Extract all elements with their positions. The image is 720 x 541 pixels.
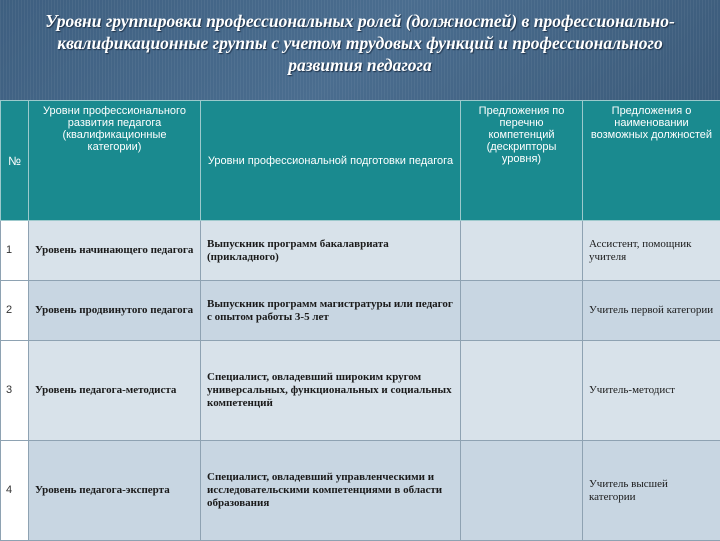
slide-title: Уровни группировки профессиональных ролей (должностей) в профессионально-квалификационные группы с учетом трудовых функций и профессионального развития педагога <box>20 10 700 76</box>
row-training: Выпускник программ бакалавриата (прикладного) <box>201 221 461 281</box>
row-training: Специалист, овладевший управленческими и исследовательскими компетенциями в области образования <box>201 441 461 541</box>
row-level: Уровень педагога-эксперта <box>29 441 201 541</box>
row-level: Уровень продвинутого педагога <box>29 281 201 341</box>
header-training-level: Уровни профессиональной подготовки педагога <box>201 101 461 221</box>
table-row <box>1 441 720 541</box>
row-number: 3 <box>1 341 29 441</box>
table-row <box>1 281 720 341</box>
row-training: Выпускник программ магистратуры или педагог с опытом работы 3-5 лет <box>201 281 461 341</box>
row-positions: Учитель высшей категории <box>583 441 720 541</box>
row-competences <box>461 341 583 441</box>
row-positions: Ассистент, помощник учителя <box>583 221 720 281</box>
header-development-level: Уровни профессионального развития педагога (квалификационные категории) <box>29 101 201 221</box>
row-number: 4 <box>1 441 29 541</box>
row-competences <box>461 281 583 341</box>
table-row <box>1 341 720 441</box>
row-number: 1 <box>1 221 29 281</box>
header-positions: Предложения о наименовании возможных должностей <box>583 101 720 221</box>
header-number: № <box>1 101 29 221</box>
roles-table <box>0 100 720 541</box>
title-band <box>0 0 720 100</box>
row-training: Специалист, овладевший широким кругом универсальных, функциональных и социальных компетенций <box>201 341 461 441</box>
table-header-row <box>1 101 720 221</box>
row-positions: Учитель-методист <box>583 341 720 441</box>
row-competences <box>461 441 583 541</box>
header-competences: Предложения по перечню компетенций (дескрипторы уровня) <box>461 101 583 221</box>
row-number: 2 <box>1 281 29 341</box>
row-level: Уровень начинающего педагога <box>29 221 201 281</box>
table-row <box>1 221 720 281</box>
row-competences <box>461 221 583 281</box>
row-level: Уровень педагога-методиста <box>29 341 201 441</box>
row-positions: Учитель первой категории <box>583 281 720 341</box>
